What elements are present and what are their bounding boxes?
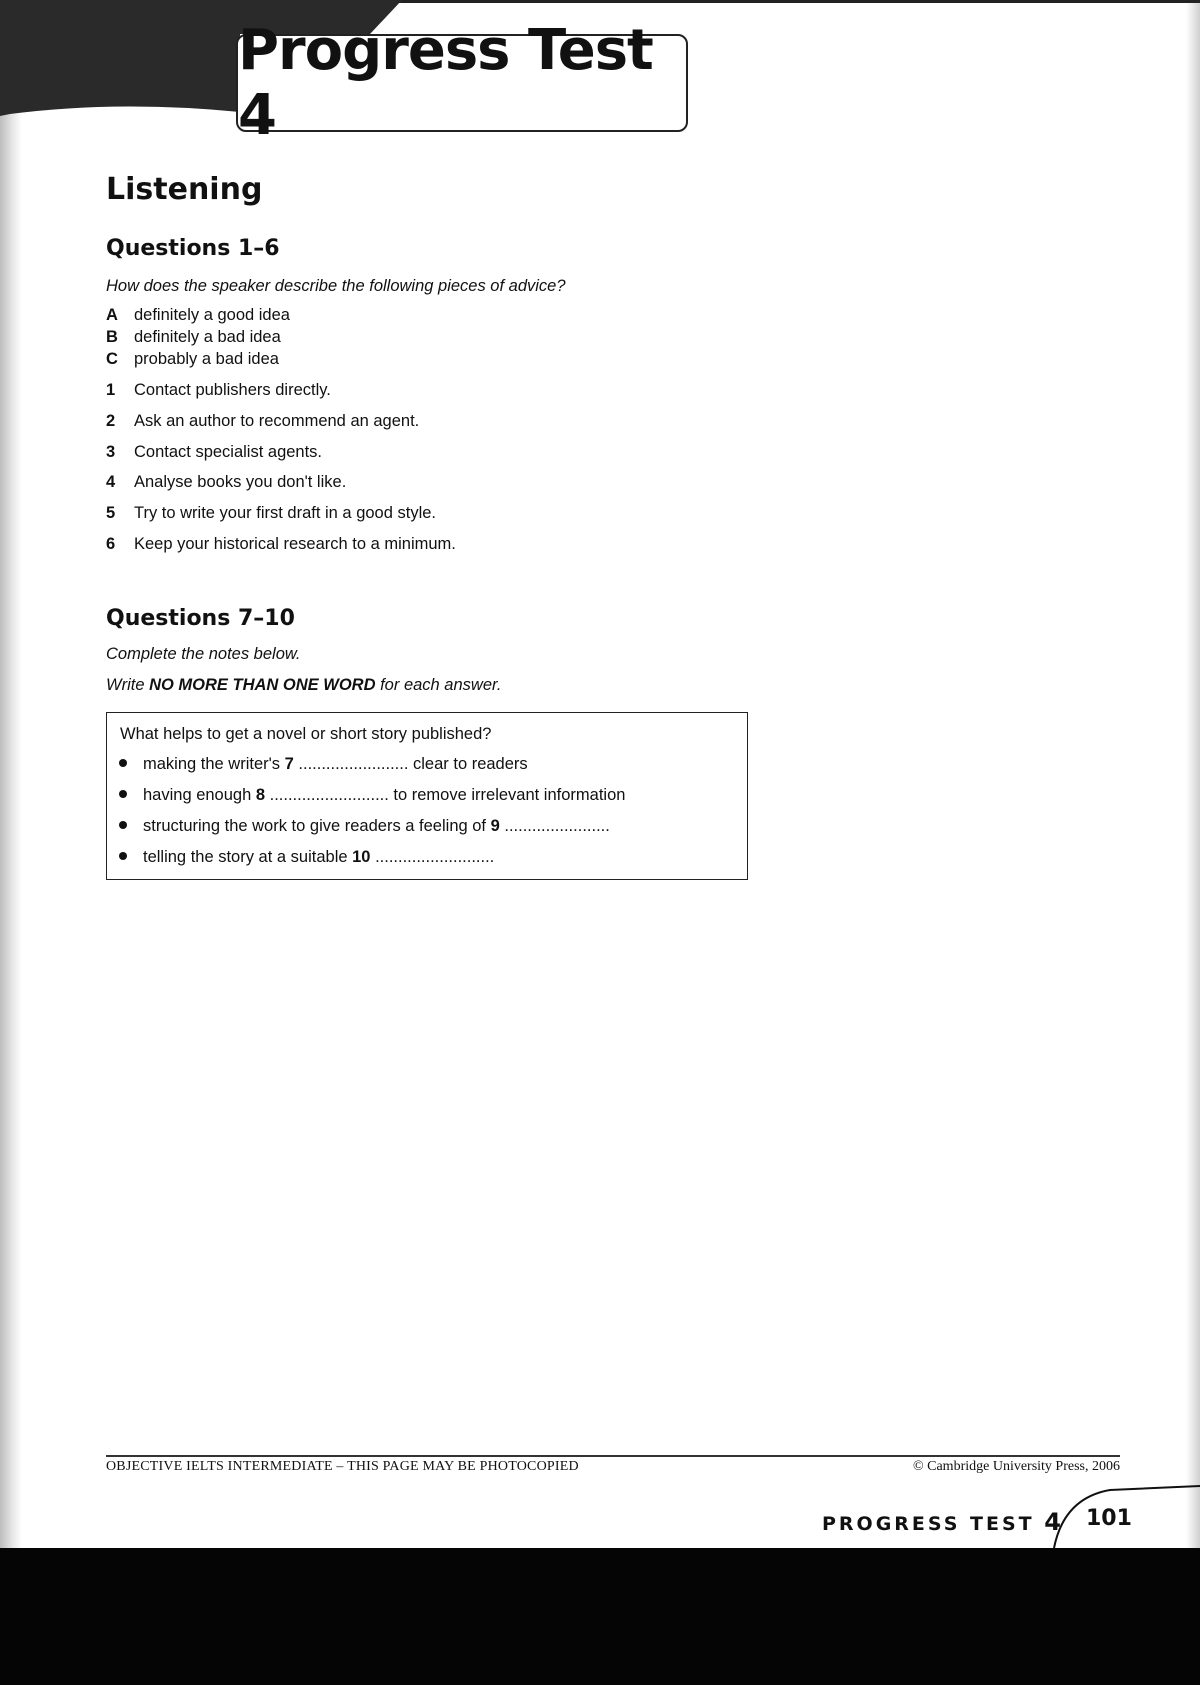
option-key: C (106, 350, 118, 368)
bullet-icon (119, 852, 127, 860)
note-text: to remove irrelevant information (388, 786, 626, 804)
running-footer-text: PROGRESS TEST (822, 1513, 1035, 1535)
scan-right-edge (1186, 0, 1200, 1548)
note-text: telling the story at a suitable (143, 848, 353, 866)
bullet-icon (119, 821, 127, 829)
question-number: 6 (106, 535, 116, 553)
title-box (236, 18, 688, 148)
note-item-8 (119, 786, 625, 805)
note-text: clear to readers (408, 755, 528, 773)
gap-number: 7 (284, 755, 294, 773)
bullet-icon (119, 790, 127, 798)
question-item-3 (106, 443, 322, 462)
section-heading: Listening (106, 172, 263, 207)
answer-blank: ........................ (293, 755, 409, 773)
question-text: Contact specialist agents. (134, 443, 323, 461)
questions-1-6-instruction: How does the speaker describe the following pieces of advice? (106, 277, 566, 295)
top-rule (380, 0, 1200, 3)
question-item-4 (106, 473, 346, 492)
question-number: 2 (106, 412, 116, 430)
answer-blank: .......................... (370, 848, 495, 866)
question-number: 4 (106, 473, 116, 491)
gap-number: 9 (490, 817, 500, 835)
option-text: definitely a bad idea (134, 328, 281, 346)
question-number: 1 (106, 381, 116, 399)
question-text: Keep your historical research to a minimum. (134, 535, 456, 553)
option-c (106, 350, 279, 369)
question-text: Contact publishers directly. (134, 381, 331, 399)
option-a (106, 306, 290, 325)
instruction-text: Write (106, 676, 150, 694)
option-key: B (106, 328, 118, 346)
question-number: 5 (106, 504, 116, 522)
question-item-5 (106, 504, 436, 523)
bullet-icon (119, 759, 127, 767)
option-b (106, 328, 281, 347)
note-item-9 (119, 817, 610, 836)
question-item-2 (106, 412, 419, 431)
option-text: probably a bad idea (134, 350, 279, 368)
answer-blank: ....................... (499, 817, 610, 835)
question-item-1 (106, 381, 331, 400)
page-title: Progress Test 4 (238, 18, 653, 148)
running-footer (822, 1508, 1061, 1536)
option-key: A (106, 306, 118, 324)
footer-rule (106, 1455, 1120, 1457)
footer-publisher: © Cambridge University Press, 2006 (912, 1459, 1120, 1474)
question-number: 3 (106, 443, 116, 461)
note-text: structuring the work to give readers a feeling of (143, 817, 491, 835)
questions-1-6-heading: Questions 1–6 (106, 236, 280, 261)
footer-copyright-notice: OBJECTIVE IELTS INTERMEDIATE – THIS PAGE MAY BE PHOTOCOPIED (106, 1459, 579, 1474)
question-text: Try to write your first draft in a good style. (134, 504, 436, 522)
page-number: 101 (1086, 1506, 1132, 1531)
question-item-6 (106, 535, 456, 554)
questions-7-10-heading: Questions 7–10 (106, 606, 295, 631)
questions-7-10-instruction: Complete the notes below. (106, 645, 301, 663)
gap-number: 10 (352, 848, 371, 866)
running-footer-number: 4 (1044, 1508, 1061, 1536)
instruction-emphasis: NO MORE THAN ONE WORD (149, 676, 376, 694)
note-item-7 (119, 755, 528, 774)
answer-blank: .......................... (265, 786, 389, 804)
word-limit-instruction (106, 676, 501, 695)
notes-title: What helps to get a novel or short story published? (120, 725, 492, 743)
scan-bottom-band (0, 1548, 1200, 1685)
question-text: Ask an author to recommend an agent. (134, 412, 420, 430)
note-item-10 (119, 848, 494, 867)
question-text: Analyse books you don't like. (134, 473, 347, 491)
notes-box (106, 712, 748, 880)
note-text: making the writer's (143, 755, 285, 773)
gap-number: 8 (255, 786, 266, 804)
scan-left-shadow (0, 0, 22, 1548)
option-text: definitely a good idea (134, 306, 290, 324)
instruction-text: for each answer. (375, 676, 502, 694)
note-text: having enough (143, 786, 256, 804)
